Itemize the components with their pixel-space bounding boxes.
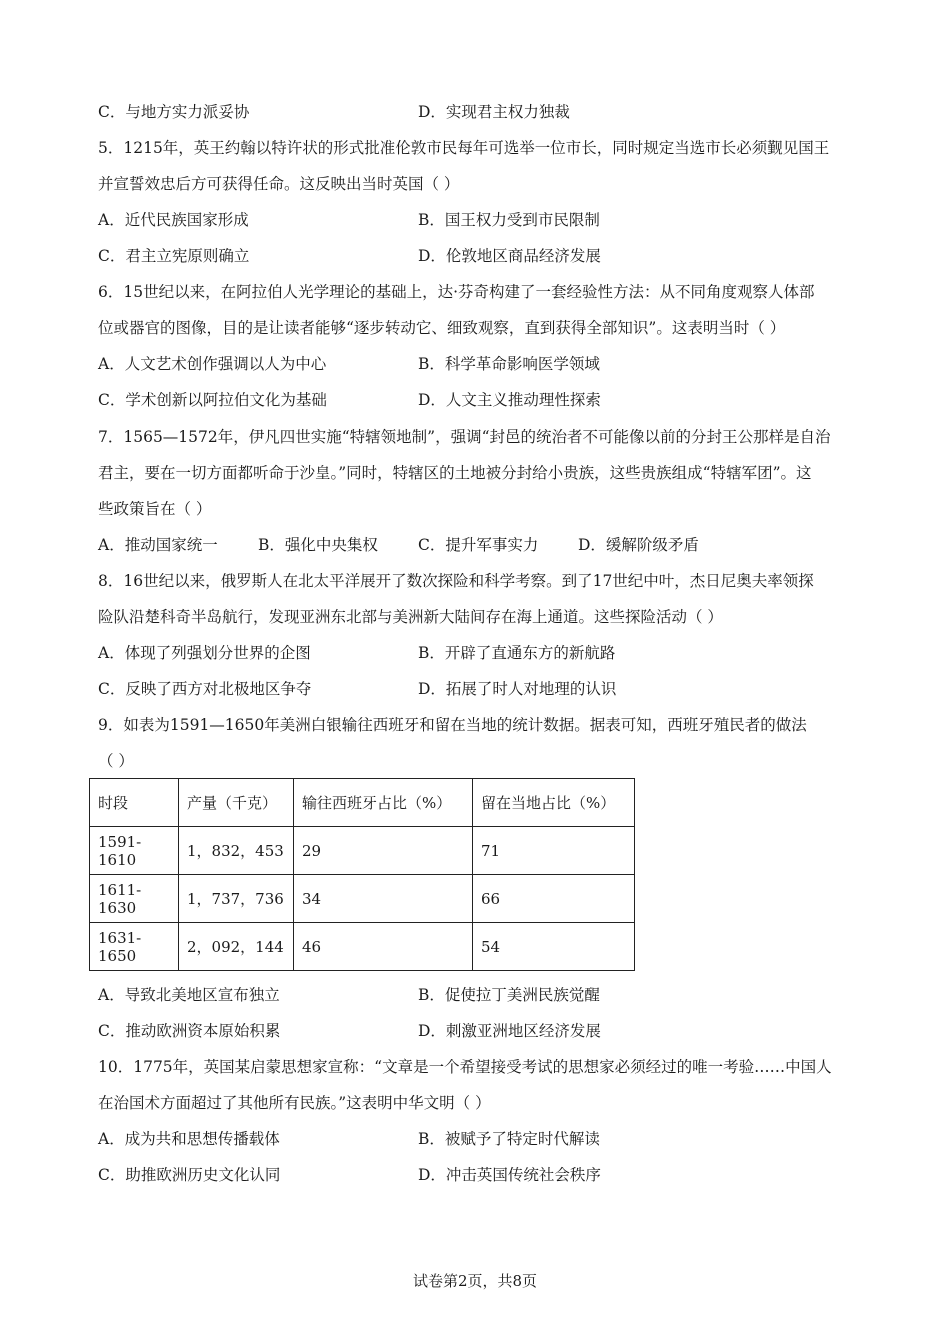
q6-option-b: B．科学革命影响医学领域 (418, 355, 600, 373)
table-cell: 46 (294, 923, 473, 971)
q5-option-c: C．君主立宪原则确立 (98, 247, 250, 265)
q9-stem-line-1: 9．如表为1591—1650年美洲白银输往西班牙和留在当地的统计数据。据表可知，西班牙殖民者的做法 (98, 716, 807, 734)
table-cell: 1591-1610 (90, 827, 179, 875)
table-cell: 1611-1630 (90, 875, 179, 923)
q8-stem-line-2: 险队沿楚科奇半岛航行，发现亚洲东北部与美洲新大陆间存在海上通道。这些探险活动（ ） (98, 608, 723, 626)
q9-option-b: B．促使拉丁美洲民族觉醒 (418, 986, 600, 1004)
q5-stem-line-2: 并宣誓效忠后方可获得任命。这反映出当时英国（ ） (98, 175, 460, 193)
q5-stem-line-1: 5．1215年，英王约翰以特许状的形式批准伦敦市民每年可选举一位市长，同时规定当选市长必须觐见国王 (98, 139, 830, 157)
q9-option-d: D．刺激亚洲地区经济发展 (418, 1022, 601, 1040)
table-header-cell: 输往西班牙占比（%） (294, 779, 473, 827)
q9-option-c: C．推动欧洲资本原始积累 (98, 1022, 281, 1040)
q8-option-d: D．拓展了时人对地理的认识 (418, 680, 617, 698)
q8-option-c: C．反映了西方对北极地区争夺 (98, 680, 312, 698)
q8-stem-line-1: 8．16世纪以来，俄罗斯人在北太平洋展开了数次探险和科学考察。到了17世纪中叶，杰日尼奥夫率领探 (98, 572, 814, 590)
q6-option-d: D．人文主义推动理性探索 (418, 391, 601, 409)
q5-option-b: B．国王权力受到市民限制 (418, 211, 600, 229)
page-footer: 试卷第2页，共8页 (412, 1272, 538, 1290)
q7-stem-line-2: 君主，要在一切方面都听命于沙皇。”同时，特辖区的土地被分封给小贵族，这些贵族组成“特辖军团”。这 (98, 464, 812, 482)
table-header-row (90, 779, 635, 827)
q7-option-c: C．提升军事实力 (418, 536, 539, 554)
table-cell: 2，092，144 (179, 923, 294, 971)
table-cell: 1，737，736 (179, 875, 294, 923)
q6-stem-line-2: 位或器官的图像，目的是让读者能够“逐步转动它、细致观察，直到获得全部知识”。这表明当时（ ） (98, 319, 786, 337)
q7-stem-line-1: 7．1565—1572年，伊凡四世实施“特辖领地制”，强调“封邑的统治者不可能像以前的分封王公那样是自治 (98, 428, 831, 446)
table-row (90, 923, 635, 971)
q7-stem-line-3: 些政策旨在（ ） (98, 500, 212, 518)
q6-stem-line-1: 6．15世纪以来，在阿拉伯人光学理论的基础上，达·芬奇构建了一套经验性方法：从不同角度观察人体部 (98, 283, 815, 301)
q8-option-b: B．开辟了直通东方的新航路 (418, 644, 616, 662)
table-cell: 34 (294, 875, 473, 923)
q10-stem-line-2: 在治国术方面超过了其他所有民族。”这表明中华文明（ ） (98, 1094, 491, 1112)
q9-option-a: A．导致北美地区宣布独立 (98, 986, 280, 1004)
q5-option-d: D．伦敦地区商品经济发展 (418, 247, 601, 265)
q10-option-c: C．助推欧洲历史文化认同 (98, 1166, 281, 1184)
table-row (90, 827, 635, 875)
q4-option-c: C．与地方实力派妥协 (98, 103, 250, 121)
q10-stem-line-1: 10．1775年，英国某启蒙思想家宣称：“文章是一个希望接受考试的思想家必须经过的唯一考验……中国人 (98, 1058, 832, 1076)
table-cell: 29 (294, 827, 473, 875)
table-cell: 54 (473, 923, 635, 971)
q8-option-a: A．体现了列强划分世界的企图 (98, 644, 311, 662)
table-cell: 1，832，453 (179, 827, 294, 875)
table-header-cell: 产量（千克） (179, 779, 294, 827)
q10-option-d: D．冲击英国传统社会秩序 (418, 1166, 601, 1184)
table-header-cell: 时段 (90, 779, 179, 827)
q6-option-a: A．人文艺术创作强调以人为中心 (98, 355, 327, 373)
table-header-cell: 留在当地占比（%） (473, 779, 635, 827)
q10-option-a: A．成为共和思想传播载体 (98, 1130, 280, 1148)
q7-option-b: B．强化中央集权 (258, 536, 378, 554)
q7-option-d: D．缓解阶级矛盾 (578, 536, 699, 554)
table-cell: 66 (473, 875, 635, 923)
table-row (90, 875, 635, 923)
q9-stem-line-2: （ ） (98, 752, 134, 770)
q10-option-b: B．被赋予了特定时代解读 (418, 1130, 600, 1148)
table-cell: 1631-1650 (90, 923, 179, 971)
table-cell: 71 (473, 827, 635, 875)
q6-option-c: C．学术创新以阿拉伯文化为基础 (98, 391, 327, 409)
q4-option-d: D．实现君主权力独裁 (418, 103, 570, 121)
silver-statistics-table (89, 778, 635, 971)
q7-option-a: A．推动国家统一 (98, 536, 218, 554)
q5-option-a: A．近代民族国家形成 (98, 211, 249, 229)
